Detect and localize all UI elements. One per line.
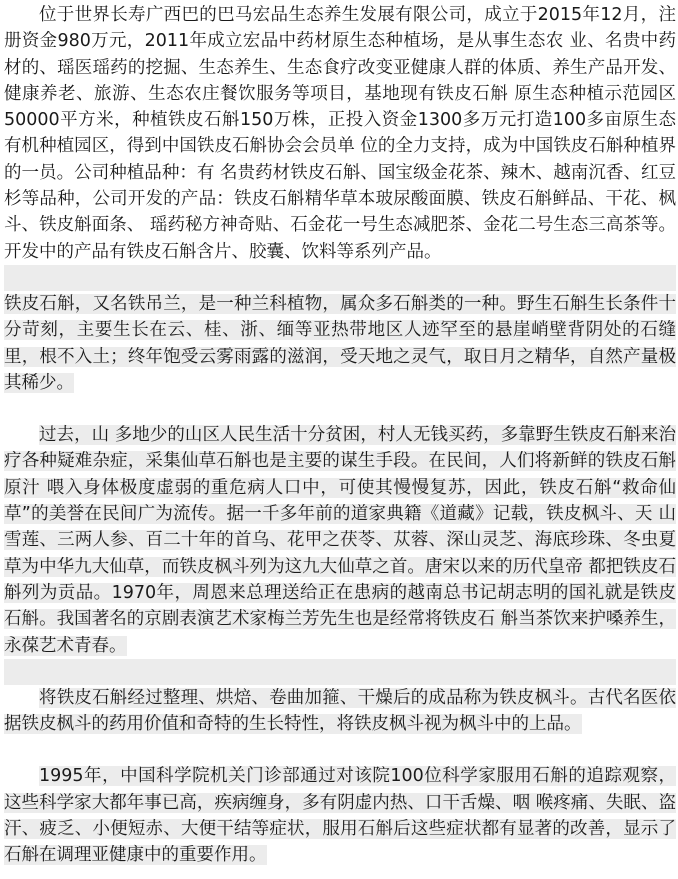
paragraph-gap <box>4 265 676 291</box>
paragraph-dendrobium-definition <box>4 291 676 396</box>
paragraph-gap <box>4 396 676 422</box>
paragraph-history <box>4 422 676 659</box>
paragraph-research-1995 <box>4 763 676 868</box>
paragraph-fengdou-text: 将铁皮石斛经过整理、烘焙、卷曲加箍、干燥后的成品称为铁皮枫斗。古代名医依据铁皮枫斗的药用价值和奇特的生长特性，将铁皮枫斗视为枫斗中的上品。 <box>4 687 676 735</box>
paragraph-company-intro <box>4 2 676 265</box>
paragraph-fengdou <box>4 685 676 738</box>
paragraph-gap <box>4 737 676 763</box>
paragraph-history-text: 过去，山 多地少的山区人民生活十分贫困，村人无钱买药，多靠野生铁皮石斛来治疗各种疑难杂症，采集仙草石斛也是主要的谋生手段。在民间，人们将新鲜的铁皮石斛原汁 喂入身体极度虚弱的重危病人口中，可使其慢慢复苏，因此，铁皮石斛“救命仙草”的美誉在民间广为流传。据一千多年前的道家典籍《道藏》记载，铁皮枫斗、天 山雪莲、三两人参、百二十年的首乌、花甲之茯苓、苁蓉、深山灵芝、海底珍珠、冬虫夏草为中华九大仙草，而铁皮枫斗列为这九大仙草之首。唐宋以来的历代皇帝 都把铁皮石斛列为贡品。1970年，周恩来总理送给正在患病的越南总书记胡志明的国礼就是铁皮石斛。我国著名的京剧表演艺术家梅兰芳先生也是经常将铁皮石 斛当茶饮来护嗓养生，永葆艺术青春。 <box>4 425 676 656</box>
paragraph-research-1995-text: 1995年，中国科学院机关门诊部通过对该院100位科学家服用石斛的追踪观察，这些科学家大都年事已高，疾病缠身，多有阴虚内热、口干舌燥、咽 喉疼痛、失眠、盗汗、疲乏、小便短赤、大便干结等症状，服用石斛后这些症状都有显著的改善，显示了石斛在调理亚健康中的重要作用。 <box>4 766 676 866</box>
paragraph-gap <box>4 659 676 685</box>
paragraph-company-intro-text: 位于世界长寿广西巴的巴马宏品生态养生发展有限公司，成立于2015年12月，注册资金980万元，2011年成立宏品中药材原生态种植场，是从事生态农 业、名贵中药材的、瑶医瑶药的挖掘、生态养生、生态食疗改变亚健康人群的体质、养生产品开发、健康养老、旅游、生态农庄餐饮服务等项目，基地现有铁皮石斛 原生态种植示范园区50000平方米，种植铁皮石斛150万株，正投入资金1300多万元打造100多亩原生态有机种植园区，得到中国铁皮石斛协会会员单 位的全力支持，成为中国铁皮石斛种植界的一员。公司种植品种：有 名贵药材铁皮石斛、国宝级金花茶、辣木、越南沉香、红豆杉等品种，公司开发的产品：铁皮石斛精华草本玻尿酸面膜、铁皮石斛鲜品、干花、枫斗、铁皮斛面条、 瑶药秘方神奇贴、石金花一号生态减肥茶、金花二号生态三高茶等。开发中的产品有铁皮石斛含片、胶囊、饮料等系列产品。 <box>4 5 676 262</box>
paragraph-dendrobium-definition-text: 铁皮石斛，又名铁吊兰，是一种兰科植物，属众多石斛类的一种。野生石斛生长条件十分苛刻，主要生长在云、桂、浙、缅等亚热带地区人迹罕至的悬崖峭壁背阴处的石缝里，根不入土；终年饱受云雾雨露的滋润，受天地之灵气，取日月之精华，自然产量极其稀少。 <box>4 293 676 393</box>
